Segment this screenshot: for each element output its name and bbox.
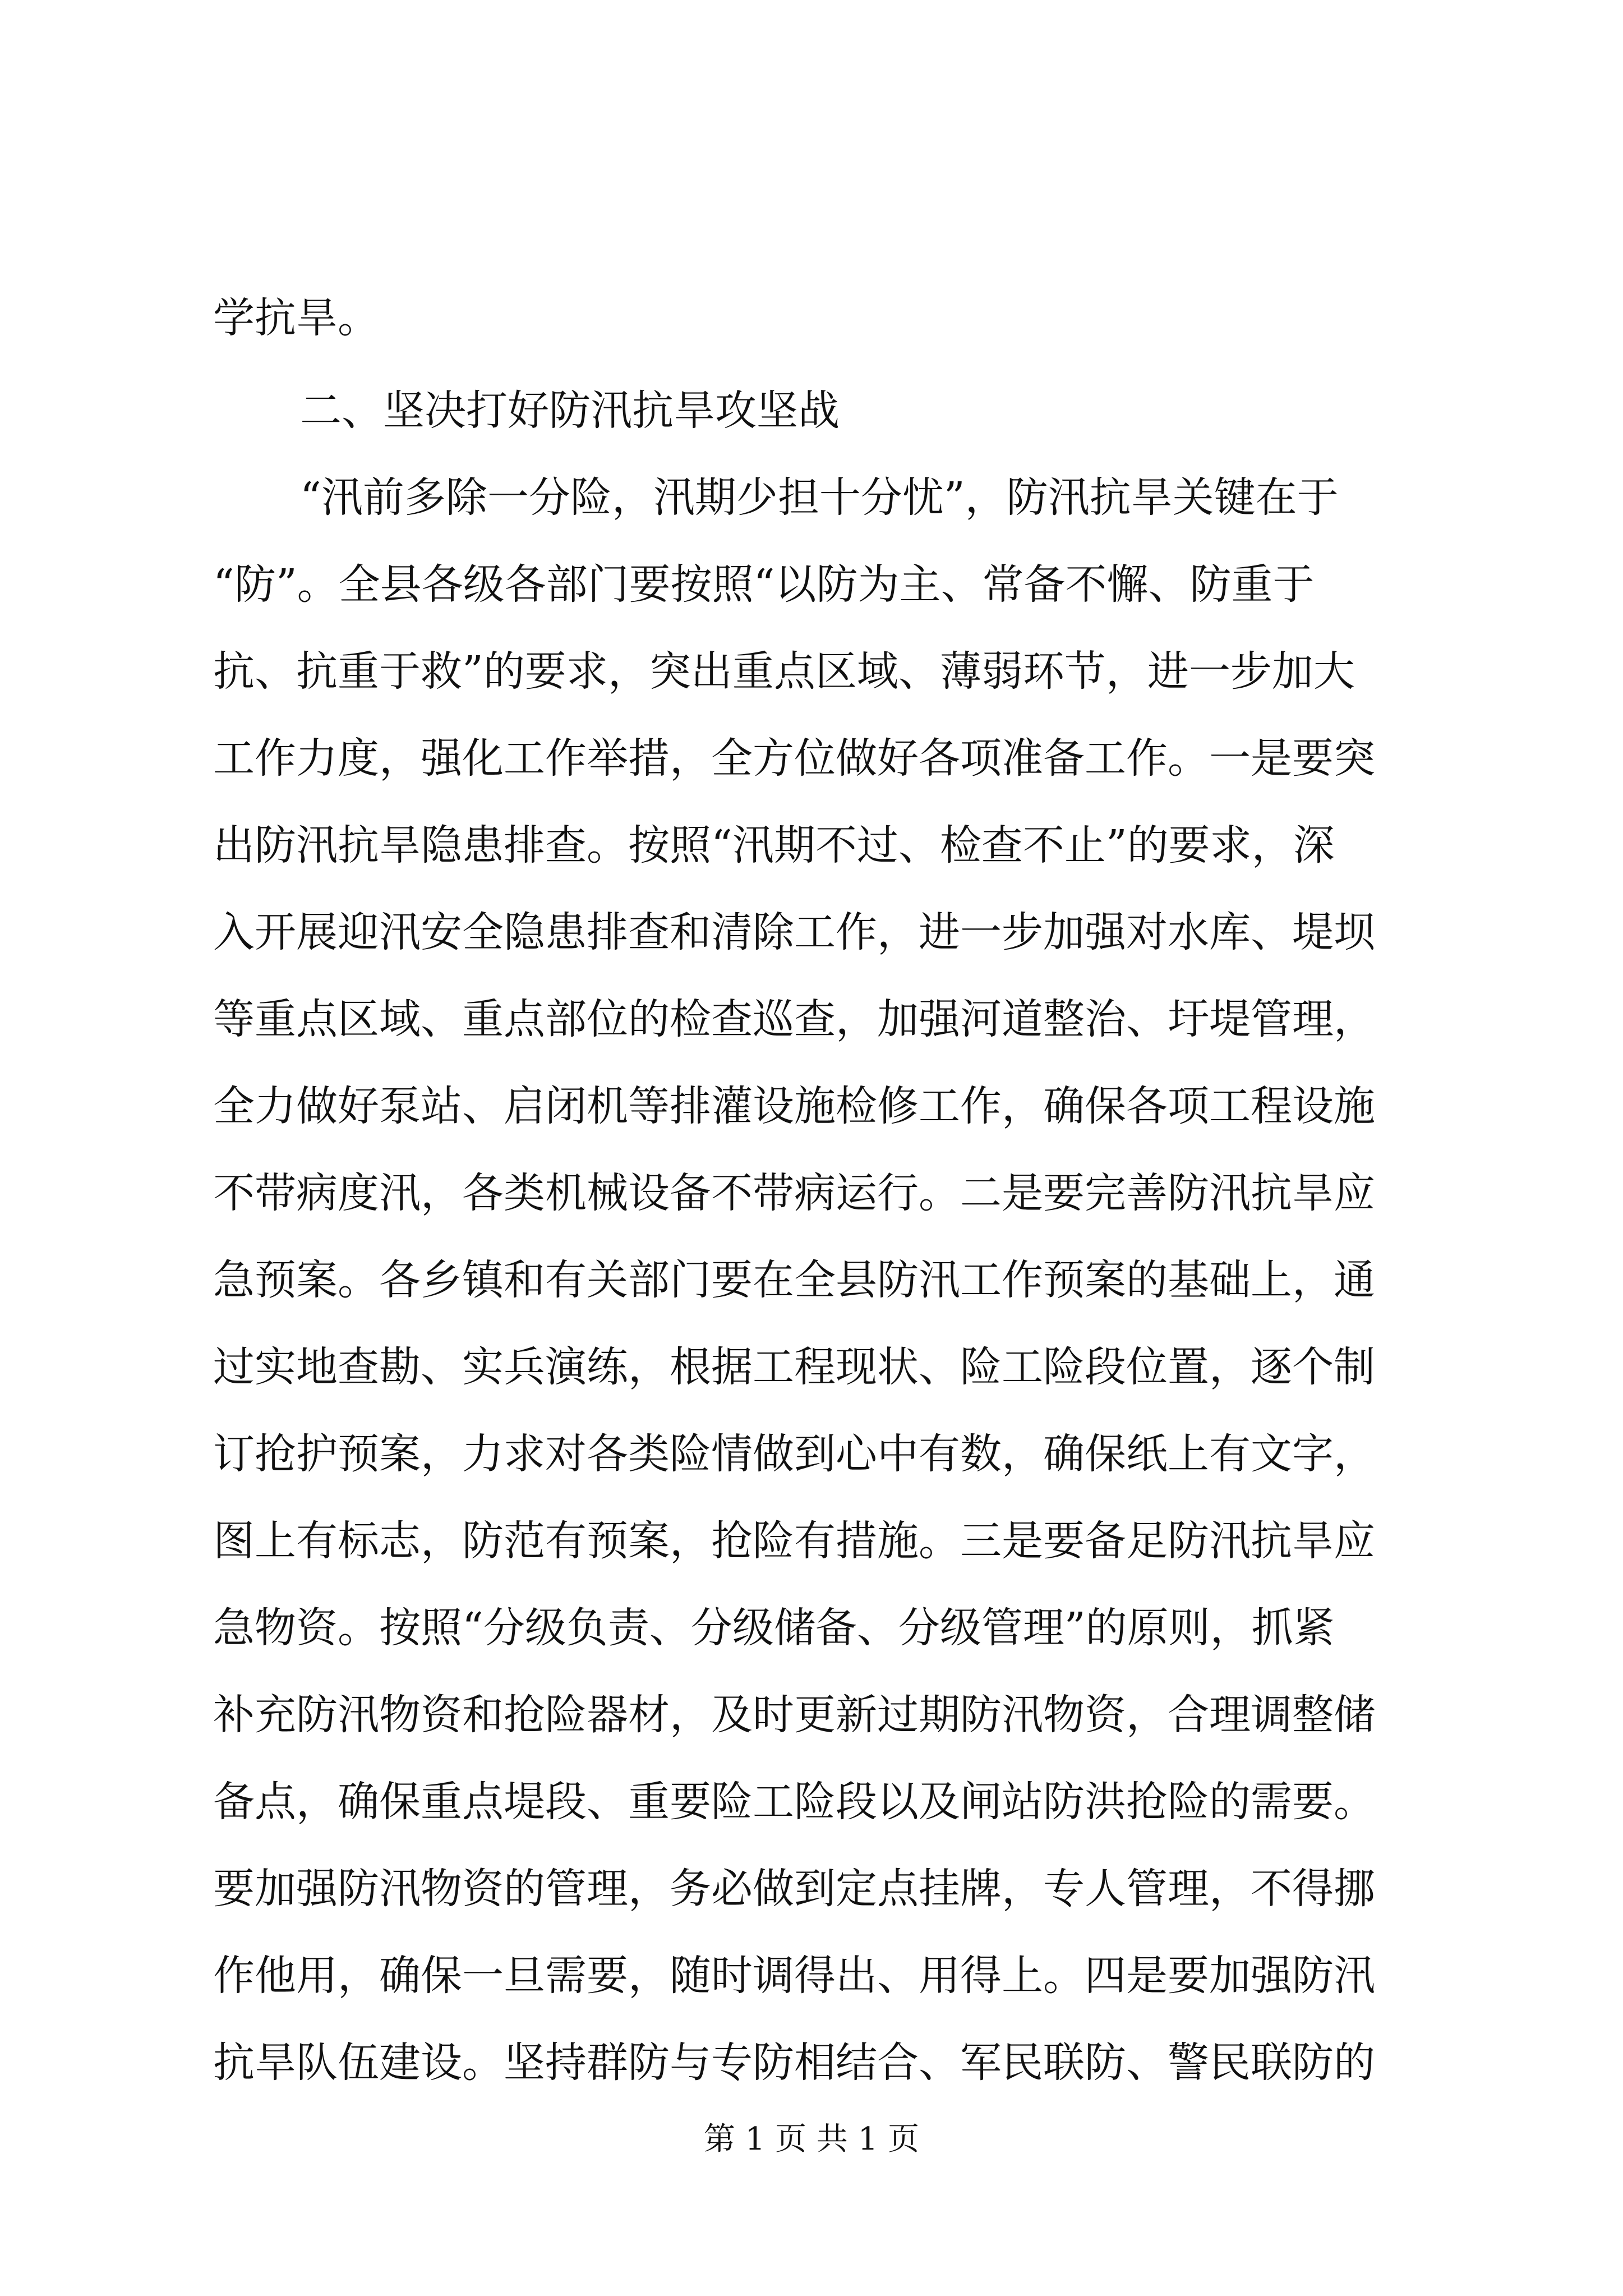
text-line: 工作力度，强化工作举措，全方位做好各项准备工作。一是要突 [213,734,1375,783]
text-line: 全力做好泵站、启闭机等排灌设施检修工作，确保各项工程设施 [213,1082,1375,1130]
text-line: 出防汛抗旱隐患排查。按照“汛期不过、检查不止”的要求，深 [213,821,1335,869]
text-line: 急预案。各乡镇和有关部门要在全县防汛工作预案的基础上，通 [213,1256,1375,1304]
text-line: 抗、抗重于救”的要求，突出重点区域、薄弱环节，进一步加大 [213,647,1355,696]
text-line: 入开展迎汛安全隐患排查和清除工作，进一步加强对水库、堤坝 [213,908,1375,956]
text-line: “防”。全县各级各部门要按照“以防为主、常备不懈、防重于 [213,560,1315,609]
text-line: 学抗旱。 [213,294,379,342]
text-line: “汛前多除一分险，汛期少担十分忧”，防汛抗旱关键在于 [300,473,1339,522]
text-line: 急物资。按照“分级负责、分级储备、分级管理”的原则，抓紧 [213,1604,1335,1652]
text-line: 订抢护预案，力求对各类险情做到心中有数，确保纸上有文字， [213,1430,1375,1478]
text-line: 不带病度汛，各类机械设备不带病运行。二是要完善防汛抗旱应 [213,1169,1375,1217]
text-line: 等重点区域、重点部位的检查巡查，加强河道整治、圩堤管理， [213,995,1375,1043]
text-line: 抗旱队伍建设。坚持群防与专防相结合、军民联防、警民联防的 [213,2039,1375,2087]
text-line: 过实地查勘、实兵演练，根据工程现状、险工险段位置，逐个制 [213,1343,1375,1391]
text-line: 作他用，确保一旦需要，随时调得出、用得上。四是要加强防汛 [213,1952,1375,2000]
text-line: 要加强防汛物资的管理，务必做到定点挂牌，专人管理，不得挪 [213,1865,1375,1913]
section-heading: 二、坚决打好防汛抗旱攻坚战 [300,386,840,435]
page-footer: 第 1 页 共 1 页 [703,2121,920,2157]
text-line: 备点，确保重点堤段、重要险工险段以及闸站防洪抢险的需要。 [213,1778,1375,1826]
text-line: 图上有标志，防范有预案，抢险有措施。三是要备足防汛抗旱应 [213,1517,1375,1565]
text-line: 补充防汛物资和抢险器材，及时更新过期防汛物资，合理调整储 [213,1691,1375,1739]
